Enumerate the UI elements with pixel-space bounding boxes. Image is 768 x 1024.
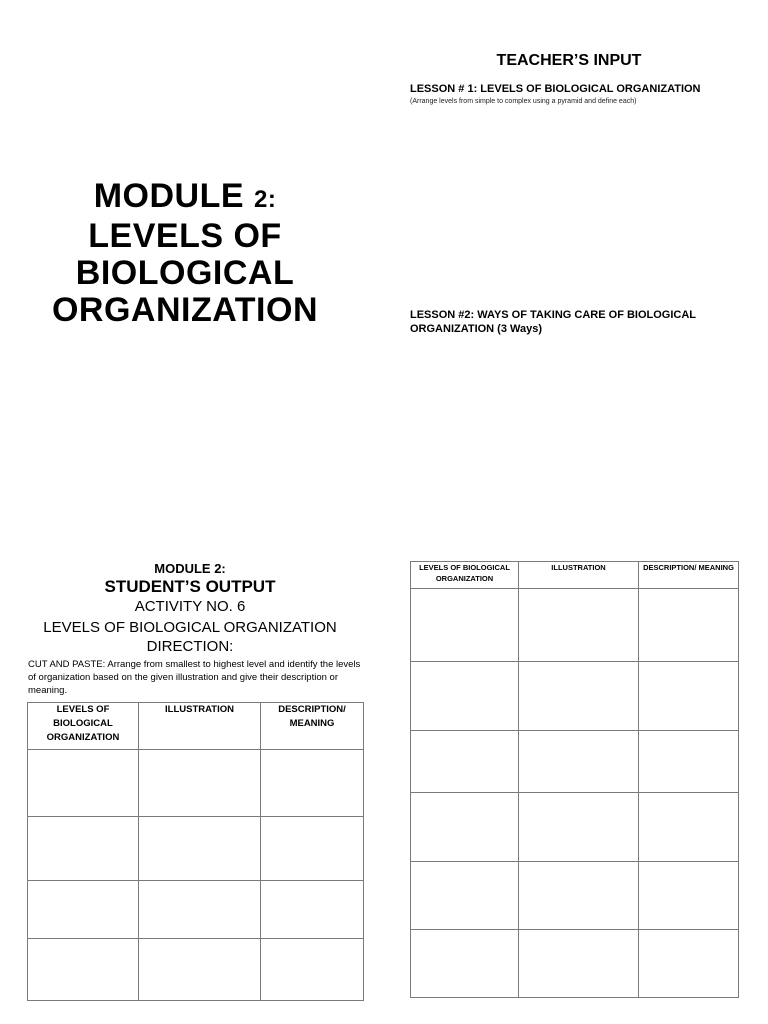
table-cell[interactable] [411, 793, 519, 862]
table-row [411, 731, 739, 793]
module-title [20, 178, 350, 329]
table-row [411, 862, 739, 930]
table-row [28, 817, 364, 881]
table-cell[interactable] [261, 939, 364, 1001]
module-number: 2: [253, 186, 277, 213]
table-header-row [28, 703, 364, 750]
table-header-row [411, 562, 739, 589]
column-header-description: DESCRIPTION/ MEANING [261, 703, 364, 750]
activity-table-right [410, 561, 739, 998]
lesson-1-note: (Arrange levels from simple to complex using a pyramid and define each) [410, 98, 637, 105]
table-cell[interactable] [28, 817, 139, 881]
table-row [411, 662, 739, 731]
student-output-module: MODULE 2: [154, 561, 226, 576]
table-cell[interactable] [639, 731, 739, 793]
table-cell[interactable] [639, 589, 739, 662]
column-header-illustration: ILLUSTRATION [139, 703, 261, 750]
table-row [28, 939, 364, 1001]
table-cell[interactable] [28, 939, 139, 1001]
table-cell[interactable] [519, 589, 639, 662]
column-header-levels: LEVELS OF BIOLOGICAL ORGANIZATION [411, 562, 519, 589]
table-cell[interactable] [519, 731, 639, 793]
module-title-line4: ORGANIZATION [51, 291, 318, 329]
table-cell[interactable] [639, 930, 739, 998]
column-header-illustration: ILLUSTRATION [519, 562, 639, 589]
table-cell[interactable] [139, 750, 261, 817]
table-row [411, 589, 739, 662]
column-header-description: DESCRIPTION/ MEANING [639, 562, 739, 589]
module-title-line1 [20, 178, 350, 218]
table-cell[interactable] [411, 930, 519, 998]
module-title-line2: LEVELS OF [88, 217, 282, 255]
activity-table-left [27, 702, 364, 1001]
student-output-heading: STUDENT’S OUTPUT [104, 577, 276, 596]
table-cell[interactable] [261, 881, 364, 939]
lesson-2-title [410, 308, 720, 336]
table-cell[interactable] [519, 862, 639, 930]
table-cell[interactable] [639, 862, 739, 930]
table-cell[interactable] [28, 881, 139, 939]
table-cell[interactable] [261, 817, 364, 881]
activity-instructions: CUT AND PASTE: Arrange from smallest to highest level and identify the levels of organization based on the given illustration and give their description or meaning. [28, 659, 361, 696]
table-cell[interactable] [411, 589, 519, 662]
lesson-2-line2: ORGANIZATION (3 Ways) [410, 323, 543, 335]
table-cell[interactable] [411, 731, 519, 793]
table-cell[interactable] [639, 662, 739, 731]
lesson-2-line1: LESSON #2: WAYS OF TAKING CARE OF BIOLOGICAL [410, 309, 697, 321]
table-row [28, 750, 364, 817]
table-cell[interactable] [139, 939, 261, 1001]
direction-label: DIRECTION: [146, 638, 234, 655]
table-cell[interactable] [261, 750, 364, 817]
table-cell[interactable] [139, 817, 261, 881]
table-cell[interactable] [28, 750, 139, 817]
table-cell[interactable] [411, 862, 519, 930]
table-row [28, 881, 364, 939]
table-cell[interactable] [519, 930, 639, 998]
table-row [411, 930, 739, 998]
table-cell[interactable] [639, 793, 739, 862]
column-header-levels: LEVELS OF BIOLOGICAL ORGANIZATION [28, 703, 139, 750]
table-row [411, 793, 739, 862]
module-word: MODULE [93, 177, 245, 215]
lesson-1-title: LESSON # 1: LEVELS OF BIOLOGICAL ORGANIZATION [410, 83, 701, 95]
module-title-line3: BIOLOGICAL [75, 254, 295, 292]
table-cell[interactable] [519, 662, 639, 731]
table-cell[interactable] [411, 662, 519, 731]
table-cell[interactable] [139, 881, 261, 939]
activity-topic: LEVELS OF BIOLOGICAL ORGANIZATION [43, 619, 337, 636]
table-cell[interactable] [519, 793, 639, 862]
activity-number: ACTIVITY NO. 6 [134, 598, 246, 615]
teacher-input-heading: TEACHER’S INPUT [496, 52, 642, 69]
